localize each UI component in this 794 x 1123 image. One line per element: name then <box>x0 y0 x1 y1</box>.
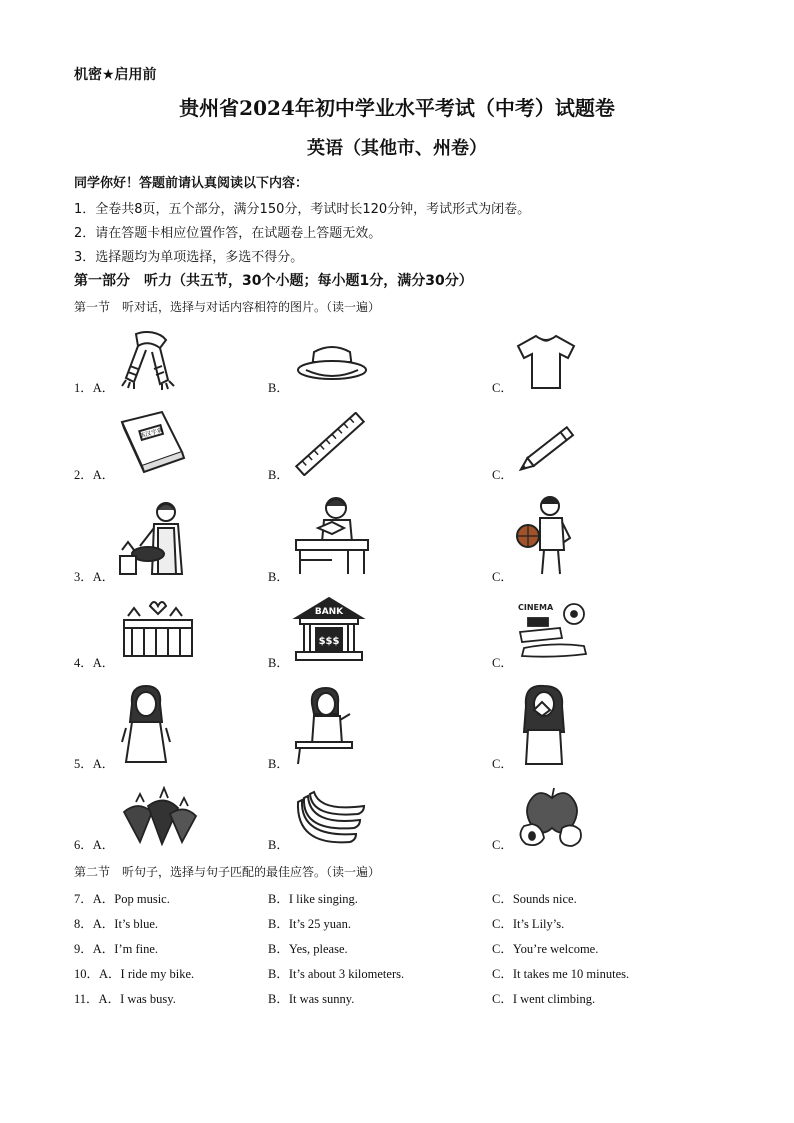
answer-option: 9．A．I’m fine. <box>74 942 159 956</box>
girl-writing-icon[interactable] <box>294 684 354 766</box>
part-title: 第一部分 听力（共五节，30个小题；每小题1分，满分30分） <box>74 273 473 289</box>
option-label: C． <box>492 381 513 395</box>
answer-option: 8．A．It’s blue. <box>74 917 159 931</box>
cinema-sign: CINEMA <box>518 603 554 612</box>
boy-basketball-icon[interactable] <box>514 494 576 576</box>
svg-text:$$$: $$$ <box>318 636 340 647</box>
apples-icon[interactable] <box>514 786 590 848</box>
instruction-item: 2．请在答题卡相应位置作答，在试题卷上答题无效。 <box>74 226 382 241</box>
dictionary-icon[interactable] <box>116 408 188 474</box>
instruction-item: 1．全卷共8页，五个部分，满分150分，考试时长120分钟，考试形式为闭卷。 <box>74 202 531 217</box>
boy-reading-icon[interactable] <box>292 494 372 576</box>
section-title: 第二节 听句子，选择与句子匹配的最佳应答。（读一遍） <box>74 865 381 879</box>
option-label: B． <box>268 656 289 670</box>
pencil-icon[interactable] <box>514 420 586 476</box>
bananas-icon[interactable] <box>294 790 366 848</box>
tshirt-icon[interactable] <box>514 332 578 392</box>
question-label: 4．A． <box>74 656 115 670</box>
option-label: B． <box>268 838 289 852</box>
instructions-greeting: 同学你好！答题前请认真阅读以下内容： <box>74 176 309 191</box>
section-title: 第一节 听对话，选择与对话内容相符的图片。（读一遍） <box>74 300 381 314</box>
bank-sign: BANK <box>314 607 344 617</box>
question-label: 1．A． <box>74 381 115 395</box>
option-label: C． <box>492 570 513 584</box>
answer-option: B．It was sunny. <box>268 992 355 1006</box>
answer-option: B．It’s 25 yuan. <box>268 917 351 931</box>
option-label: C． <box>492 468 513 482</box>
question-label: 2．A． <box>74 468 115 482</box>
answer-option: C．You’re welcome. <box>492 942 599 956</box>
option-label: B． <box>268 570 289 584</box>
answer-option: 10．A．I ride my bike. <box>74 967 195 981</box>
dictionary-title: 英汉字典 <box>138 426 164 441</box>
option-label: B． <box>268 757 289 771</box>
ruler-icon[interactable] <box>294 412 366 476</box>
answer-option: C．Sounds nice. <box>492 892 577 906</box>
question-label: 3．A． <box>74 570 115 584</box>
option-label: B． <box>268 468 289 482</box>
strawberries-icon[interactable] <box>118 786 200 846</box>
answer-option: B．It’s about 3 kilometers. <box>268 967 405 981</box>
sad-girl-icon[interactable] <box>118 682 174 766</box>
answer-option: 7．A．Pop music. <box>74 892 170 906</box>
shop-icon[interactable] <box>118 594 196 660</box>
answer-option: C．I went climbing. <box>492 992 596 1006</box>
option-label: C． <box>492 838 513 852</box>
cinema-icon[interactable] <box>514 598 592 664</box>
girl-crying-icon[interactable] <box>516 682 572 766</box>
option-label: C． <box>492 757 513 771</box>
answer-option: B．Yes, please. <box>268 942 348 956</box>
answer-option: C．It’s Lily’s. <box>492 917 565 931</box>
option-label: B． <box>268 381 289 395</box>
option-label: C． <box>492 656 513 670</box>
boy-cooking-icon[interactable] <box>118 498 194 576</box>
answer-option: 11．A．I was busy. <box>74 992 176 1006</box>
scarf-icon[interactable] <box>116 328 182 390</box>
answer-option: B．I like singing. <box>268 892 358 906</box>
hat-icon[interactable] <box>296 338 368 386</box>
confidential-label: 机密★启用前 <box>74 67 157 83</box>
page-subtitle: 英语（其他市、州卷） <box>307 138 487 159</box>
answer-option: C．It takes me 10 minutes. <box>492 967 630 981</box>
page-title: 贵州省2024年初中学业水平考试（中考）试题卷 <box>179 96 615 120</box>
bank-icon[interactable] <box>292 596 366 662</box>
question-label: 5．A． <box>74 757 115 771</box>
instruction-item: 3．选择题均为单项选择，多选不得分。 <box>74 250 304 265</box>
question-label: 6．A． <box>74 838 115 852</box>
